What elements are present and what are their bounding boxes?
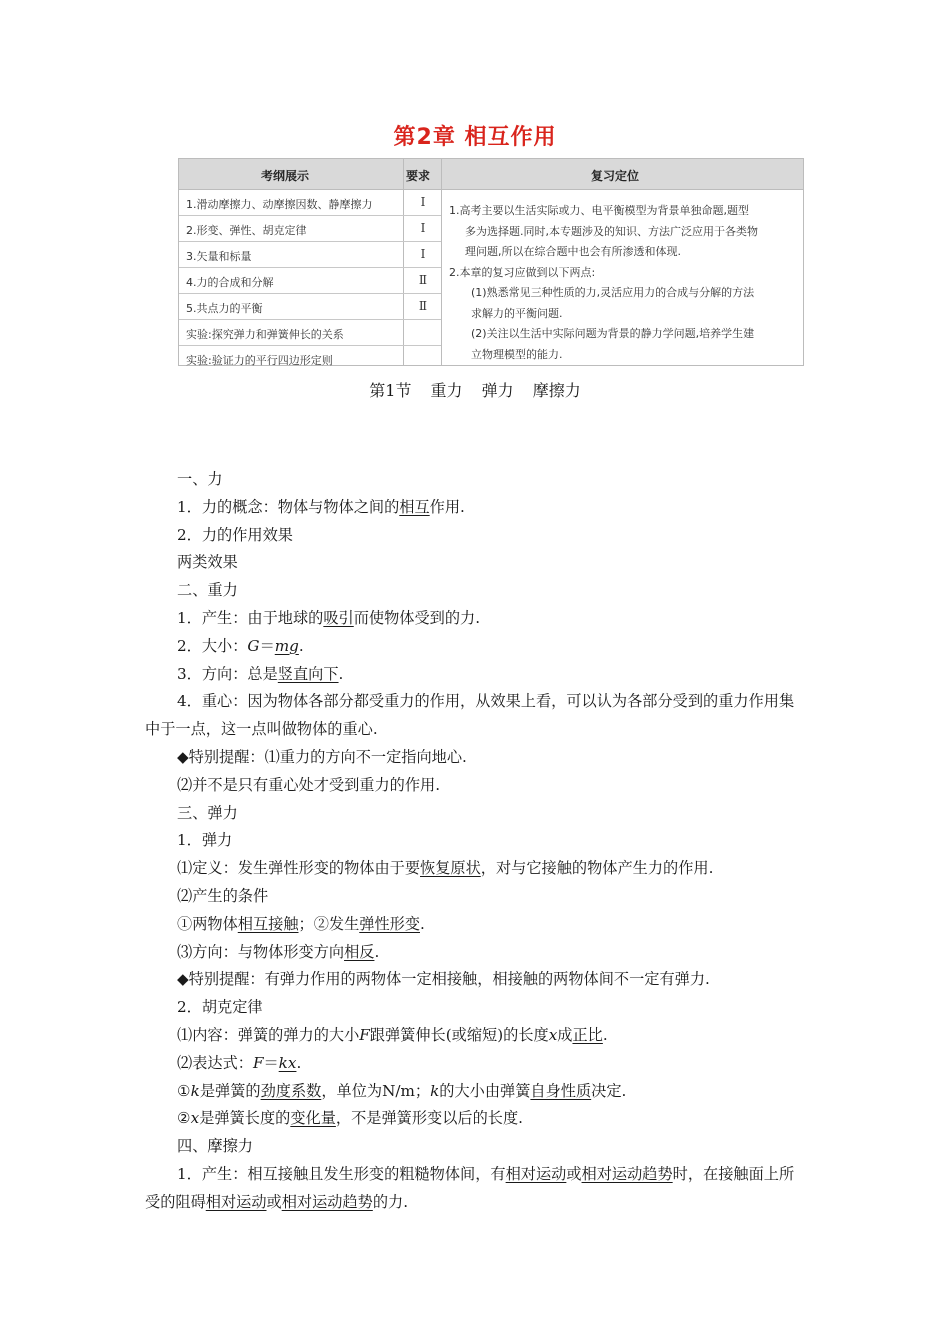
topic: 实验:探究弹力和弹簧伸长的关系 — [186, 328, 344, 341]
answer-blank: 恢复原状 — [420, 859, 481, 878]
paragraph: 2．胡克定律 — [177, 998, 263, 1017]
paragraph: 1．力的概念：物体与物体之间的相互作用. — [177, 497, 465, 516]
review-line: 2.本章的复习应做到以下两点: — [449, 265, 596, 279]
paragraph: 2．力的作用效果 — [177, 525, 293, 544]
answer-blank: 变化量 — [290, 1109, 336, 1128]
requirement: Ⅰ — [420, 247, 426, 261]
answer-blank: mg — [274, 636, 299, 655]
review-line: (2)关注以生活中实际问题为背景的静力学问题,培养学生建 — [471, 327, 755, 340]
requirement: Ⅰ — [420, 221, 426, 235]
header-outline: 考纲展示 — [261, 169, 310, 183]
paragraph: ⑵产生的条件 — [177, 886, 269, 905]
table-row — [179, 268, 441, 294]
answer-blank: 正比 — [572, 1025, 603, 1044]
review-line: (1)熟悉常见三种性质的力,灵活应用力的合成与分解的方法 — [471, 286, 755, 299]
topic: 3.矢量和标量 — [186, 250, 252, 263]
answer-blank: 吸引 — [323, 608, 354, 627]
paragraph: 4．重心：因为物体各部分都受重力的作用，从效果上看，可以认为各部分受到的重力作用集中于一点，这一点叫做物体的重心. — [145, 692, 795, 739]
heading: 三、弹力 — [177, 803, 238, 822]
answer-blank: 相互接触 — [237, 914, 299, 933]
review-line: 1.高考主要以生活实际或力、电平衡模型为背景单独命题,题型 — [449, 204, 749, 217]
answer-blank: 相对运动趋势 — [281, 1192, 373, 1211]
paragraph: ①两物体相互接触；②发生弹性形变. — [177, 914, 425, 933]
answer-blank: 相反 — [344, 942, 375, 961]
tip: ◆特别提醒：有弹力作用的两物体一定相接触，相接触的两物体间不一定有弹力. — [177, 970, 710, 989]
answer-blank: 相对运动 — [205, 1192, 267, 1211]
answer-blank: 相互 — [399, 497, 430, 516]
heading: 四、摩擦力 — [177, 1137, 253, 1156]
paragraph: ②x是弹簧长度的变化量，不是弹簧形变以后的长度. — [177, 1109, 523, 1128]
topic: 4.力的合成和分解 — [186, 276, 274, 289]
answer-blank: 竖直向下 — [277, 664, 339, 683]
chapter-title: 第2章 相互作用 — [393, 125, 557, 150]
requirement: Ⅱ — [418, 273, 428, 287]
review-line: 理问题,所以在综合题中也会有所渗透和体现. — [465, 245, 681, 258]
paragraph: 两类效果 — [177, 553, 238, 572]
paragraph: 1．产生：由于地球的吸引而使物体受到的力. — [177, 608, 481, 627]
answer-blank: 弹性形变 — [359, 914, 420, 933]
topic: 实验:验证力的平行四边形定则 — [186, 354, 333, 367]
paragraph: 2．大小：G＝mg. — [177, 636, 304, 655]
paragraph: ⑴定义：发生弹性形变的物体由于要恢复原状，对与它接触的物体产生力的作用. — [177, 859, 714, 878]
table-row — [179, 346, 441, 371]
tip: ⑵并不是只有重心处才受到重力的作用. — [177, 775, 441, 794]
lesson-body — [145, 466, 808, 1217]
paragraph: 1．产生：相互接触且发生形变的粗糙物体间，有相对运动或相对运动趋势时，在接触面上所受的阻碍相对运动或相对运动趋势的力. — [145, 1164, 795, 1211]
paragraph: ⑵表达式：F＝kx. — [177, 1053, 302, 1072]
paragraph: 3．方向：总是竖直向下. — [177, 664, 344, 683]
topic: 1.滑动摩擦力、动摩擦因数、静摩擦力 — [186, 198, 373, 211]
table-row — [179, 320, 441, 346]
review-notes — [449, 201, 801, 365]
requirement: Ⅰ — [420, 195, 426, 209]
answer-blank: 相对运动趋势 — [581, 1164, 673, 1183]
table-row — [179, 294, 441, 320]
divider — [441, 159, 442, 365]
review-line: 多为选择题.同时,本专题涉及的知识、方法广泛应用于各类物 — [465, 224, 758, 238]
answer-blank: 自身性质 — [530, 1081, 592, 1100]
syllabus-header — [179, 159, 803, 190]
section-title: 第1节 重力 弹力 摩擦力 — [369, 381, 581, 400]
syllabus-rows — [179, 190, 441, 371]
review-line: 立物理模型的能力. — [471, 347, 563, 361]
heading: 一、力 — [177, 470, 223, 488]
review-line: 求解力的平衡问题. — [471, 306, 563, 320]
heading: 二、重力 — [177, 581, 238, 600]
header-requirement: 要求 — [406, 169, 431, 183]
answer-blank: 相对运动 — [505, 1164, 567, 1183]
answer-blank: kx — [278, 1053, 297, 1072]
table-row — [179, 216, 441, 242]
table-row — [179, 242, 441, 268]
tip: ◆特别提醒：⑴重力的方向不一定指向地心. — [177, 747, 467, 766]
answer-blank: 劲度系数 — [260, 1081, 322, 1100]
syllabus-table — [178, 158, 804, 366]
paragraph: 1．弹力 — [177, 831, 233, 850]
requirement: Ⅱ — [418, 299, 428, 313]
paragraph: ①k是弹簧的劲度系数，单位为N/m；k的大小由弹簧自身性质决定. — [177, 1081, 627, 1100]
paragraph: ⑴内容：弹簧的弹力的大小F跟弹簧伸长(或缩短)的长度x成正比. — [177, 1025, 608, 1044]
paragraph: ⑶方向：与物体形变方向相反. — [177, 942, 380, 961]
topic: 5.共点力的平衡 — [186, 302, 263, 315]
table-row — [179, 190, 441, 216]
header-review: 复习定位 — [591, 169, 640, 183]
topic: 2.形变、弹性、胡克定律 — [186, 224, 307, 237]
